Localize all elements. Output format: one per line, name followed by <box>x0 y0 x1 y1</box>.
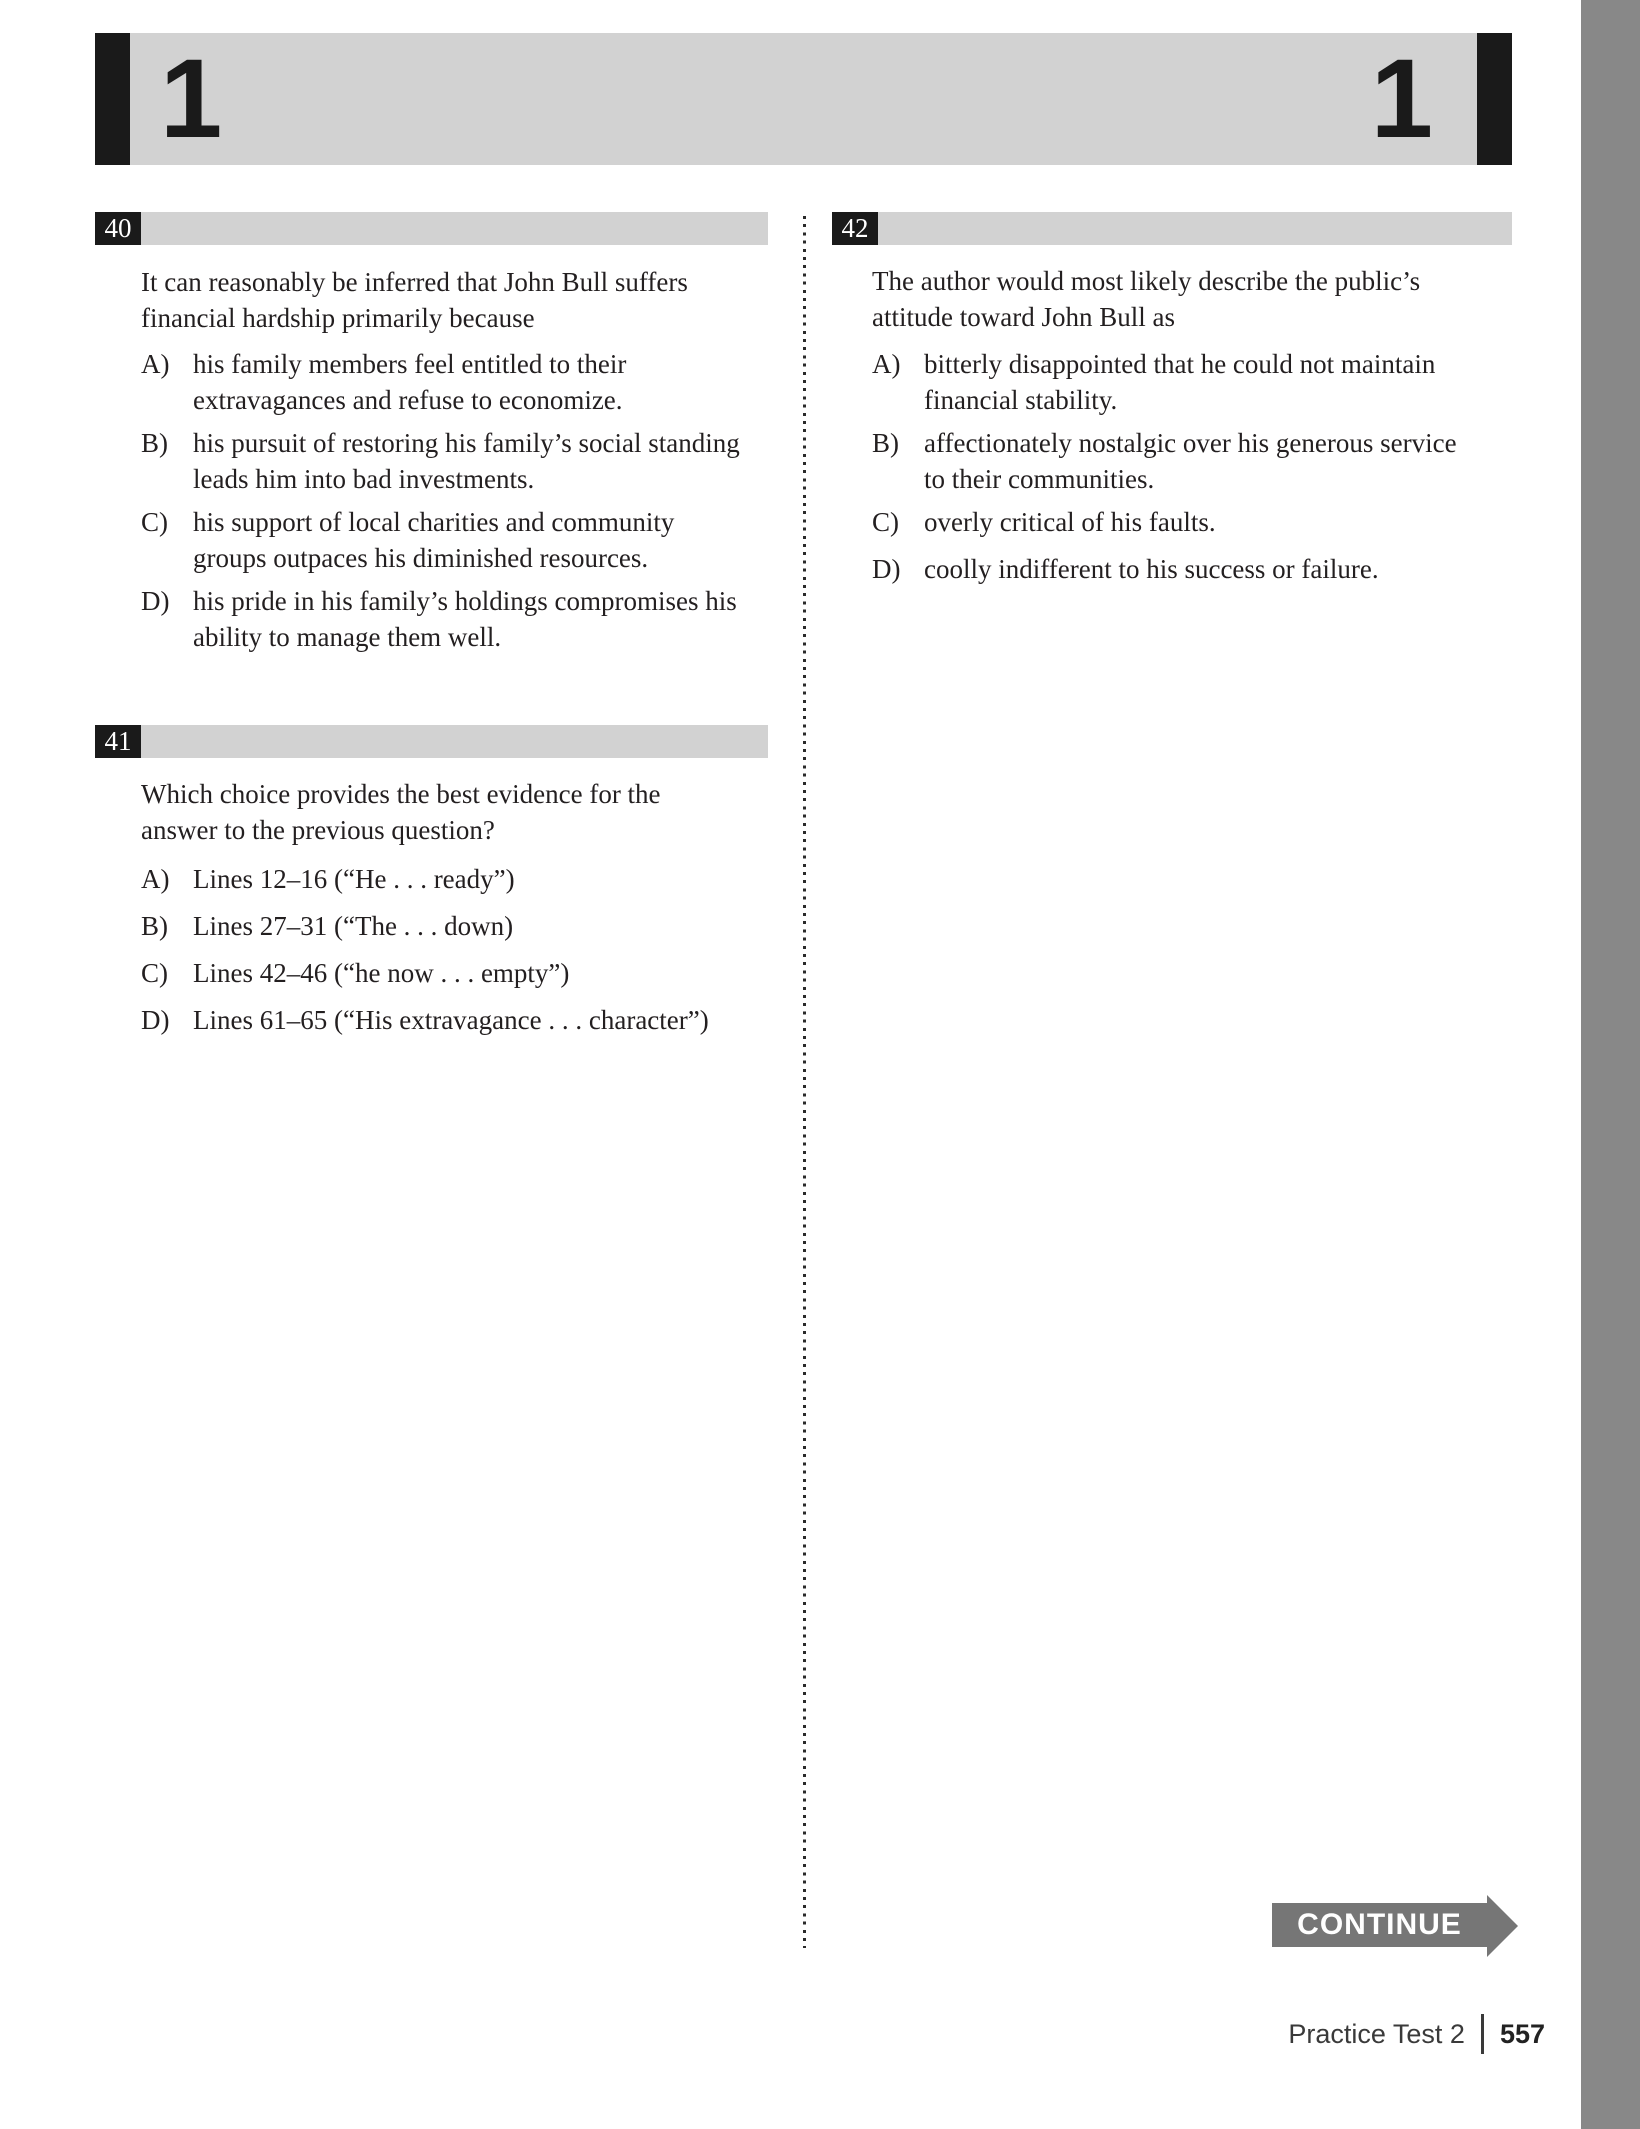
choice-text <box>924 425 1512 497</box>
choice-text <box>193 583 768 655</box>
choice-line: affectionately nostalgic over his generous service <box>924 428 1457 458</box>
footer-page-number: 557 <box>1499 2018 1545 2049</box>
choice-letter: C) <box>141 507 168 537</box>
choice-text <box>193 955 768 991</box>
choice-letter: D) <box>872 554 901 584</box>
choice-line: groups outpaces his diminished resources. <box>193 543 649 573</box>
choice-line: to their communities. <box>924 464 1155 494</box>
continue-button[interactable] <box>1272 1895 1517 1957</box>
question-42-choice-c <box>872 504 1512 540</box>
choice-line: ability to manage them well. <box>193 622 502 652</box>
header-right-bar <box>1477 33 1512 165</box>
choice-letter: B) <box>141 428 168 458</box>
stem-line: The author would most likely describe the public’s <box>872 266 1421 296</box>
question-42-choice-b <box>872 425 1512 497</box>
choice-line: coolly indifferent to his success or failure. <box>924 554 1379 584</box>
choice-text <box>924 504 1512 540</box>
choice-line: financial stability. <box>924 385 1118 415</box>
question-42-number-badge: 42 <box>832 212 878 245</box>
choice-line: overly critical of his faults. <box>924 507 1216 537</box>
question-41-choice-a <box>141 861 768 897</box>
question-41 <box>95 725 768 1038</box>
question-41-bar <box>95 725 768 758</box>
choice-letter: C) <box>872 507 899 537</box>
section-header <box>95 33 1512 165</box>
footer-test-name: Practice Test 2 <box>1288 2018 1465 2049</box>
choice-text <box>193 346 768 418</box>
choice-letter: A) <box>141 864 170 894</box>
stem-line: Which choice provides the best evidence for the <box>141 779 661 809</box>
choice-line: leads him into bad investments. <box>193 464 535 494</box>
choice-text <box>924 346 1512 418</box>
question-41-number-badge: 41 <box>95 725 141 758</box>
choice-line: Lines 42–46 (“he now . . . empty”) <box>193 958 570 988</box>
question-42 <box>832 212 1512 587</box>
arrow-right-icon <box>1487 1895 1518 1957</box>
stem-line: answer to the previous question? <box>141 815 495 845</box>
question-40-number-badge: 40 <box>95 212 141 245</box>
choice-letter: B) <box>141 911 168 941</box>
stem-line: It can reasonably be inferred that John Bull suffers <box>141 267 688 297</box>
page-footer <box>1288 2012 1545 2056</box>
question-42-choice-d <box>872 551 1512 587</box>
question-42-choice-a <box>872 346 1512 418</box>
section-number-right: 1 <box>1370 36 1433 161</box>
choice-line: his pursuit of restoring his family’s social standing <box>193 428 740 458</box>
question-41-choice-c <box>141 955 768 991</box>
question-40-choice-b <box>141 425 768 497</box>
page-edge-band <box>1581 0 1640 2129</box>
choice-line: Lines 61–65 (“His extravagance . . . character”) <box>193 1005 709 1035</box>
question-40-choice-c <box>141 504 768 576</box>
choice-text <box>924 551 1512 587</box>
question-40-choice-d <box>141 583 768 655</box>
question-42-stem <box>872 245 1512 335</box>
choice-line: his family members feel entitled to their <box>193 349 627 379</box>
choice-letter: B) <box>872 428 899 458</box>
question-41-choice-b <box>141 908 768 944</box>
choice-line: extravagances and refuse to economize. <box>193 385 623 415</box>
question-40-bar <box>95 212 768 245</box>
continue-label[interactable]: CONTINUE <box>1272 1903 1487 1947</box>
choice-line: bitterly disappointed that he could not maintain <box>924 349 1436 379</box>
question-41-choice-d <box>141 1002 768 1038</box>
footer-divider <box>1481 2014 1484 2054</box>
choice-text <box>193 908 768 944</box>
question-41-stem <box>141 758 768 848</box>
choice-letter: D) <box>141 1005 170 1035</box>
header-left-bar <box>95 33 130 165</box>
choice-text <box>193 1002 768 1038</box>
choice-letter: A) <box>141 349 170 379</box>
choice-letter: D) <box>141 586 170 616</box>
question-40-stem <box>141 245 768 336</box>
section-number-left: 1 <box>160 36 223 161</box>
question-42-bar <box>832 212 1512 245</box>
choice-line: Lines 27–31 (“The . . . down) <box>193 911 514 941</box>
choice-text <box>193 504 768 576</box>
header-band-middle <box>130 33 1477 165</box>
choice-letter: A) <box>872 349 901 379</box>
choice-text <box>193 861 768 897</box>
choice-line: Lines 12–16 (“He . . . ready”) <box>193 864 515 894</box>
choice-line: his support of local charities and community <box>193 507 675 537</box>
stem-line: attitude toward John Bull as <box>872 302 1175 332</box>
stem-line: financial hardship primarily because <box>141 303 535 333</box>
choice-text <box>193 425 768 497</box>
choice-letter: C) <box>141 958 168 988</box>
choice-line: his pride in his family’s holdings compromises his <box>193 586 737 616</box>
question-40-choice-a <box>141 346 768 418</box>
question-40 <box>95 212 768 655</box>
column-divider-dotted <box>803 216 806 1948</box>
